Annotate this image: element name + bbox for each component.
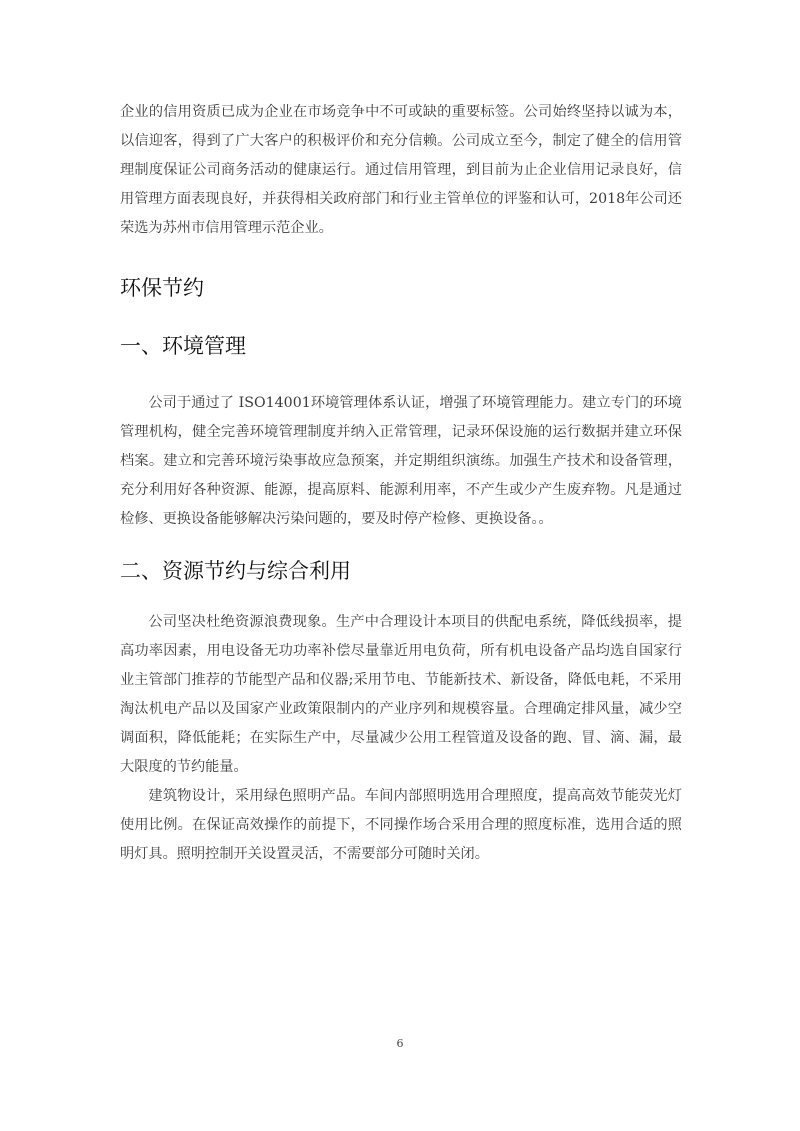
- intro-paragraph: 企业的信用资质已成为企业在市场竞争中不可或缺的重要标签。公司始终坚持以诚为本，以信迎客，得到了广大客户的积极评价和充分信赖。公司成立至今，制定了健全的信用管理制度保证公司商务活动的健康运行。通过信用管理，到目前为止企业信用记录良好，信用管理方面表现良好，并获得相关政府部门和行业主管单位的评鉴和认可，2018年公司还荣选为苏州市信用管理示范企业。: [120, 104, 682, 236]
- subsection-title-resource-saving: 二、资源节约与综合利用: [120, 559, 351, 583]
- lighting-paragraph: 建筑物设计，采用绿色照明产品。车间内部照明选用合理照度，提高高效节能荧光灯使用比例。在保证高效操作的前提下，不同操作场合采用合理的照度标准，选用合适的照明灯具。照明控制开关设置灵活，不需要部分可随时关闭。: [120, 788, 682, 862]
- section-heading-environment: 环保节约: [120, 276, 204, 300]
- page-number: 6: [396, 1037, 404, 1050]
- subsection-title-environment-management: 一、环境管理: [120, 334, 246, 358]
- page-content: [120, 98, 682, 869]
- resource-saving-paragraph: 公司坚决杜绝资源浪费现象。生产中合理设计本项目的供配电系统，降低线损率，提高功率因素，用电设备无功功率补偿尽量靠近用电负荷，所有机电设备产品均选自国家行业主管部门推荐的节能型产品和仪器;采用节电、节能新技术、新设备，降低电耗，不采用淘汰机电产品以及国家产业政策限制内的产业序列和规模容量。合理确定排风量，减少空调面积，降低能耗；在实际生产中，尽量减少公用工程管道及设备的跑、冒、滴、漏，最大限度的节约能量。: [120, 614, 682, 775]
- environment-management-paragraph: 公司于通过了 ISO14001环境管理体系认证，增强了环境管理能力。建立专门的环境管理机构，健全完善环境管理制度并纳入正常管理，记录环保设施的运行数据并建立环保档案。建立和完善环境污染事故应急预案，并定期组织演练。加强生产技术和设备管理，充分利用好各种资源、能源，提高原料、能源利用率，不产生或少产生废弃物。凡是通过检修、更换设备能够解决污染问题的，要及时停产检修、更换设备。。: [120, 395, 682, 527]
